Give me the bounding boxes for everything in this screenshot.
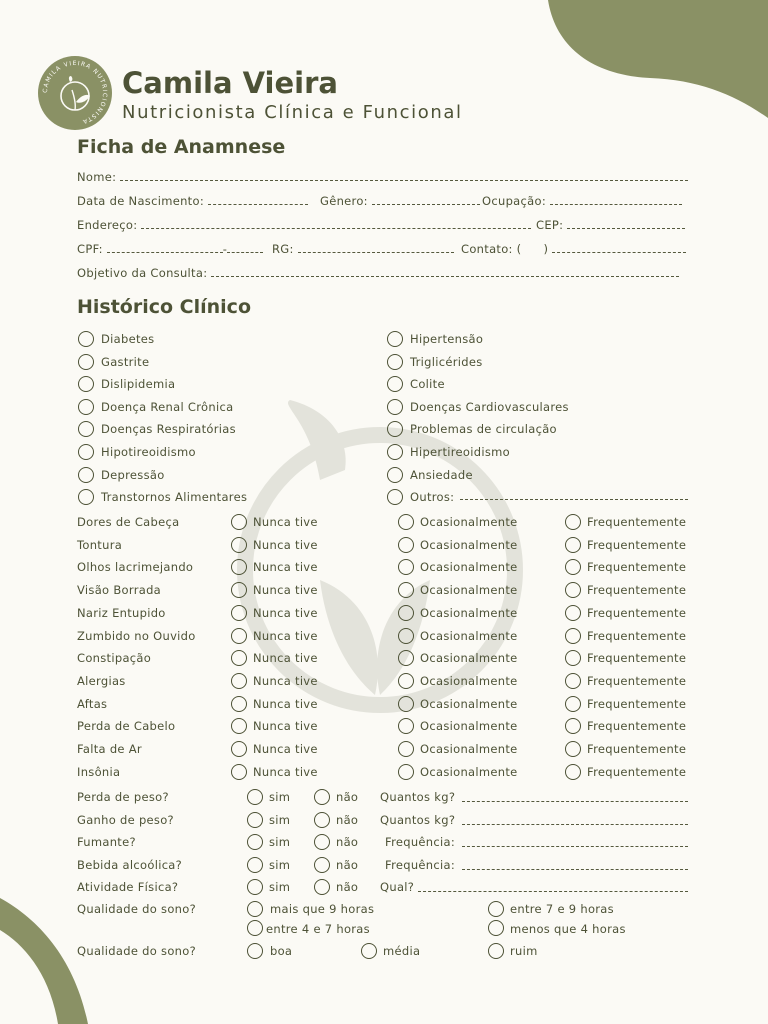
habit-sim-label: sim [269, 812, 291, 827]
symptom-label: Tontura [77, 537, 123, 552]
condition-label: Doenças Respiratórias [101, 422, 236, 437]
habit-extra-label: Quantos kg? [380, 812, 456, 827]
sono2-label: Qualidade do sono? [77, 944, 197, 958]
form-title: Ficha de Anamnese [77, 136, 286, 158]
symptom-option-label: Nunca tive [253, 515, 318, 529]
symptom-option-label: Ocasionalmente [420, 628, 518, 643]
condition-label: Outros: [410, 490, 455, 505]
habit-extra-label: Frequência: [385, 857, 456, 872]
symptom-option-radio[interactable] [231, 696, 247, 712]
symptom-label: Perda de Cabelo [77, 719, 176, 734]
symptom-option-radio[interactable] [398, 514, 414, 530]
symptom-option-label: Frequentemente [587, 673, 687, 688]
symptom-option-label: Nunca tive [253, 605, 318, 620]
habit-nao-radio[interactable] [314, 789, 330, 805]
symptom-label: Visão Borrada [77, 583, 162, 598]
symptom-option-radio[interactable] [398, 696, 414, 712]
symptom-option-radio[interactable] [565, 764, 581, 780]
field-rg[interactable] [272, 242, 454, 256]
habit-extra-input-line[interactable] [418, 891, 688, 892]
symptom-option-label: Ocasionalmente [420, 764, 518, 779]
symptom-label: Falta de Ar [77, 742, 142, 756]
habit-sim-label: sim [269, 790, 291, 804]
sono2-option-label: boa [270, 944, 293, 958]
historico-title: Histórico Clínico [77, 296, 251, 318]
symptom-option-label: Nunca tive [253, 764, 318, 779]
habit-label: Fumante? [77, 835, 136, 849]
symptom-option-label: Frequentemente [587, 560, 687, 575]
symptom-option-label: Frequentemente [587, 764, 687, 779]
field-label: Endereço: [77, 218, 138, 232]
symptom-option-radio[interactable] [565, 628, 581, 644]
habit-sim-radio[interactable] [247, 879, 263, 895]
condition-checkbox[interactable] [387, 331, 403, 347]
field-nascimento[interactable] [77, 194, 308, 208]
symptom-option-radio[interactable] [231, 582, 247, 598]
condition-label: Doença Renal Crônica [101, 399, 234, 414]
symptom-option-radio[interactable] [565, 696, 581, 712]
habit-extra-input-line[interactable] [462, 869, 688, 870]
symptom-label: Insônia [77, 764, 121, 779]
symptom-option-label: Frequentemente [587, 651, 687, 666]
condition-label: Hipertensão [410, 332, 484, 346]
symptom-label: Constipação [77, 651, 152, 666]
symptom-option-label: Nunca tive [253, 560, 318, 575]
condition-label: Dislipidemia [101, 377, 176, 392]
habit-sim-radio[interactable] [247, 834, 263, 850]
brand-subtitle: Nutricionista Clínica e Funcional [122, 102, 463, 123]
condition-checkbox[interactable] [387, 354, 403, 370]
symptom-label: Zumbido no Ouvido [77, 628, 196, 643]
condition-label: Transtornos Alimentares [101, 490, 248, 505]
symptom-option-label: Ocasionalmente [420, 605, 518, 620]
sono2-option-label: ruim [510, 944, 538, 958]
habit-label: Bebida alcoólica? [77, 857, 183, 872]
condition-checkbox[interactable] [387, 467, 403, 483]
condition-checkbox[interactable] [387, 399, 403, 415]
symptom-option-radio[interactable] [231, 605, 247, 621]
symptom-option-label: Frequentemente [587, 605, 687, 620]
field-objetivo[interactable] [77, 266, 679, 280]
habit-nao-radio[interactable] [314, 812, 330, 828]
symptom-label: Aftas [77, 696, 108, 711]
habit-label: Ganho de peso? [77, 812, 174, 827]
symptom-label: Olhos lacrimejando [77, 560, 194, 575]
field-contato[interactable] [461, 242, 686, 256]
condition-label: Hipotireoidismo [101, 445, 196, 459]
condition-label: Diabetes [101, 332, 155, 346]
condition-label: Gastrite [101, 354, 150, 369]
habit-sim-label: sim [269, 857, 291, 872]
condition-label: Doenças Cardiovasculares [410, 399, 569, 414]
symptom-option-label: Frequentemente [587, 742, 687, 756]
symptom-label: Alergias [77, 673, 126, 688]
habit-nao-label: não [336, 812, 359, 827]
habit-sim-radio[interactable] [247, 789, 263, 805]
symptom-option-radio[interactable] [231, 537, 247, 553]
sono-label: Qualidade do sono? [77, 902, 197, 916]
symptom-option-label: Nunca tive [253, 537, 318, 552]
condition-label: Depressão [101, 467, 165, 482]
symptom-option-label: Nunca tive [253, 651, 318, 666]
symptom-option-radio[interactable] [565, 514, 581, 530]
field-label: Data de Nascimento: [77, 194, 204, 208]
symptom-option-label: Frequentemente [587, 628, 687, 643]
symptom-option-label: Nunca tive [253, 742, 318, 756]
symptom-option-radio[interactable] [231, 764, 247, 780]
symptom-option-label: Frequentemente [587, 515, 687, 529]
symptom-option-radio[interactable] [565, 605, 581, 621]
field-endereco[interactable] [77, 218, 531, 232]
field-label: Contato: ( [461, 242, 522, 256]
habit-extra-label: Frequência: [385, 835, 456, 849]
symptom-option-label: Frequentemente [587, 537, 687, 552]
field-cpf[interactable] [77, 242, 263, 256]
condition-checkbox[interactable] [78, 399, 94, 415]
logo-badge [38, 56, 112, 130]
sono-option-radio[interactable] [247, 920, 263, 936]
habit-label: Atividade Física? [77, 880, 179, 894]
symptom-option-radio[interactable] [231, 514, 247, 530]
symptom-option-label: Nunca tive [253, 628, 318, 643]
symptom-option-label: Ocasionalmente [420, 742, 518, 756]
logo-ring-text: CAMILA VIEIRA NUTRICIONISTA [41, 59, 109, 126]
symptom-option-radio[interactable] [565, 537, 581, 553]
habit-nao-label: não [336, 835, 359, 849]
habit-sim-radio[interactable] [247, 812, 263, 828]
symptom-option-radio[interactable] [398, 764, 414, 780]
symptom-option-radio[interactable] [565, 673, 581, 689]
condition-label: Hipertireoidismo [410, 445, 510, 459]
field-label: Ocupação: [482, 194, 546, 208]
symptom-option-radio[interactable] [231, 628, 247, 644]
symptom-option-label: Frequentemente [587, 696, 687, 711]
symptom-option-radio[interactable] [398, 741, 414, 757]
symptom-label: Nariz Entupido [77, 605, 166, 620]
symptom-option-label: Frequentemente [587, 719, 687, 734]
field-label: Nome: [77, 170, 117, 184]
symptom-option-label: Ocasionalmente [420, 583, 518, 598]
habit-nao-label: não [336, 880, 359, 894]
cpf-separator: - [222, 242, 228, 256]
contato-close: ) [543, 242, 549, 256]
habit-extra-label: Qual? [380, 880, 415, 894]
sono-option-radio[interactable] [488, 920, 504, 936]
symptom-option-radio[interactable] [398, 605, 414, 621]
symptom-option-label: Nunca tive [253, 673, 318, 688]
sono2-option-label: média [383, 944, 421, 958]
condition-checkbox[interactable] [78, 444, 94, 460]
symptom-option-radio[interactable] [565, 741, 581, 757]
condition-label: Colite [410, 377, 445, 392]
brand-name: Camila Vieira [122, 66, 338, 100]
condition-checkbox[interactable] [78, 354, 94, 370]
symptom-label: Dores de Cabeça [77, 515, 180, 529]
field-label: Objetivo da Consulta: [77, 266, 208, 280]
habit-nao-radio[interactable] [314, 834, 330, 850]
symptom-option-radio[interactable] [398, 628, 414, 644]
symptom-option-radio[interactable] [398, 673, 414, 689]
habit-sim-radio[interactable] [247, 857, 263, 873]
symptom-option-label: Nunca tive [253, 719, 318, 734]
field-label: CEP: [536, 218, 564, 232]
symptom-option-label: Nunca tive [253, 583, 318, 598]
field-label: RG: [272, 242, 294, 256]
outros-input-line[interactable] [460, 499, 688, 500]
symptom-option-label: Ocasionalmente [420, 719, 518, 734]
habit-nao-radio[interactable] [314, 857, 330, 873]
condition-label: Triglicérides [410, 354, 483, 369]
symptom-option-radio[interactable] [398, 537, 414, 553]
field-label: Gênero: [320, 194, 368, 208]
habit-extra-input-line[interactable] [462, 846, 688, 847]
field-cep[interactable] [536, 218, 685, 232]
condition-checkbox[interactable] [78, 331, 94, 347]
habit-extra-input-line[interactable] [462, 801, 688, 802]
habit-sim-label: sim [269, 880, 291, 894]
sono-option-radio[interactable] [247, 901, 263, 917]
sono-option-label: mais que 9 horas [270, 902, 375, 916]
condition-checkbox[interactable] [387, 444, 403, 460]
symptom-option-radio[interactable] [565, 582, 581, 598]
sono2-option-radio[interactable] [361, 943, 377, 959]
habit-sim-label: sim [269, 835, 291, 849]
symptom-option-radio[interactable] [398, 582, 414, 598]
habit-label: Perda de peso? [77, 790, 169, 804]
sono-option-radio[interactable] [488, 901, 504, 917]
habit-extra-label: Quantos kg? [380, 790, 456, 804]
field-genero[interactable] [320, 194, 480, 208]
symptom-option-radio[interactable] [231, 673, 247, 689]
symptom-option-label: Ocasionalmente [420, 537, 518, 552]
condition-label: Ansiedade [410, 467, 473, 482]
habit-nao-label: não [336, 857, 359, 872]
sono-option-label: entre 4 e 7 horas [266, 922, 370, 936]
symptom-option-label: Nunca tive [253, 696, 318, 711]
field-label: CPF: [77, 242, 103, 256]
habit-nao-label: não [336, 790, 359, 804]
sono-option-label: menos que 4 horas [510, 922, 626, 936]
symptom-option-label: Ocasionalmente [420, 515, 518, 529]
symptom-option-label: Ocasionalmente [420, 560, 518, 575]
habit-extra-input-line[interactable] [462, 824, 688, 825]
sono2-option-radio[interactable] [488, 943, 504, 959]
sono2-option-radio[interactable] [247, 943, 263, 959]
condition-checkbox[interactable] [78, 467, 94, 483]
habit-nao-radio[interactable] [314, 879, 330, 895]
symptom-option-label: Ocasionalmente [420, 696, 518, 711]
field-ocupacao[interactable] [482, 194, 682, 208]
sono-option-label: entre 7 e 9 horas [510, 902, 614, 916]
symptom-option-label: Ocasionalmente [420, 673, 518, 688]
symptom-option-label: Frequentemente [587, 583, 687, 598]
symptom-option-label: Ocasionalmente [420, 651, 518, 666]
condition-label: Problemas de circulação [410, 422, 557, 437]
field-nome[interactable] [77, 170, 688, 184]
symptom-option-radio[interactable] [231, 741, 247, 757]
